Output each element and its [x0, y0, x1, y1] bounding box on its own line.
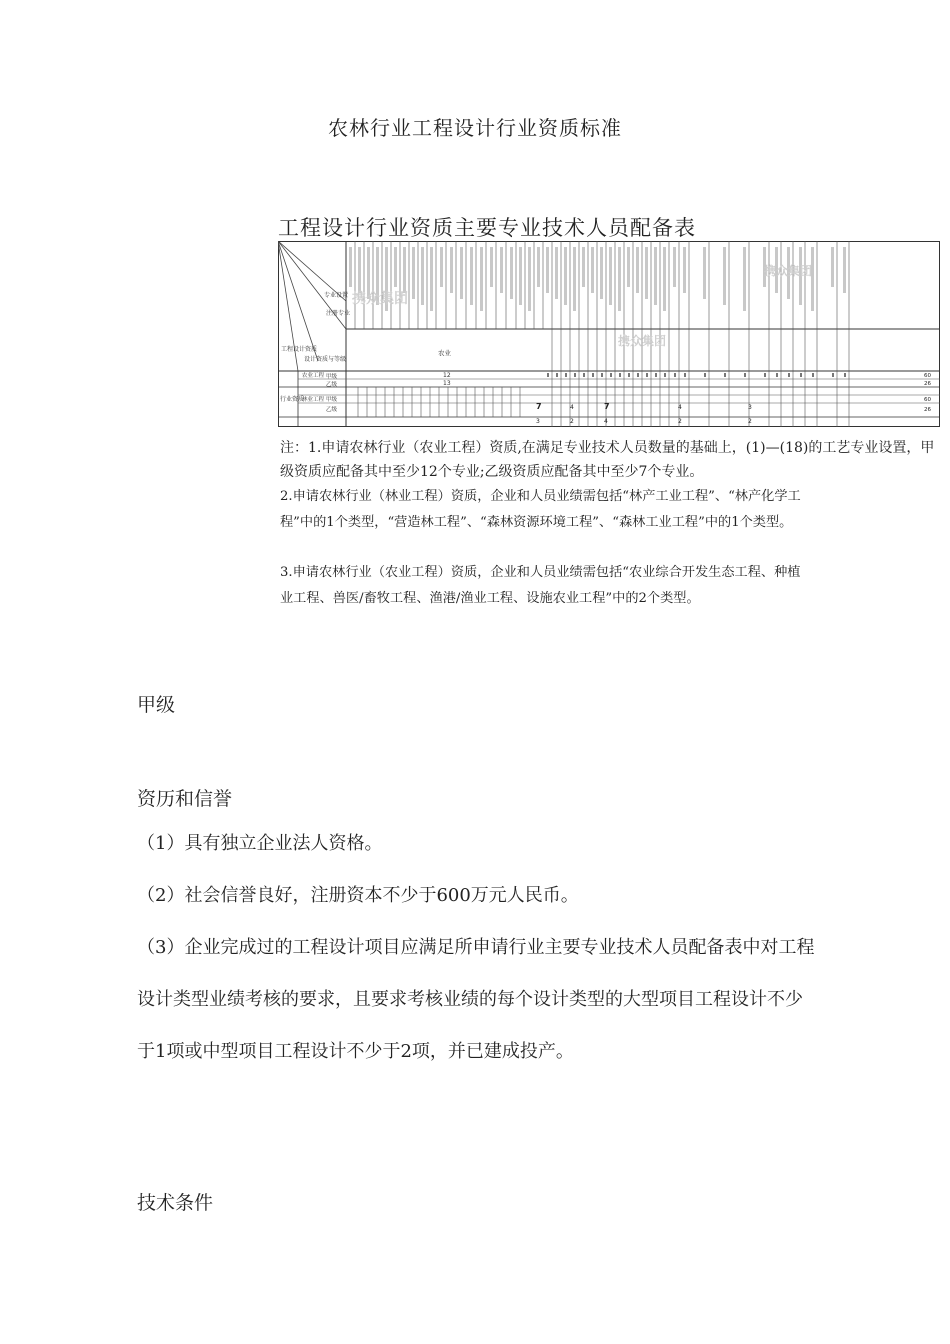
- item-2: （2）社会信誉良好，注册资本不少于600万元人民币。: [137, 885, 579, 906]
- cell-mark: [637, 373, 639, 377]
- column-header-text: [403, 247, 406, 293]
- section-heading-qualification: 资历和信誉: [137, 788, 233, 810]
- column-header-text: [412, 247, 415, 299]
- cell-mark: [684, 373, 686, 377]
- right-total-2: 26: [924, 381, 931, 387]
- cell-mark: [812, 373, 814, 377]
- item-1: （1）具有独立企业法人资格。: [137, 833, 383, 854]
- cell-mark: [704, 373, 706, 377]
- corner-label-grade: 设计资质与等级: [304, 356, 347, 363]
- column-header-text: [450, 247, 453, 293]
- agri-total-b: 13: [443, 380, 451, 387]
- cell-mark: [844, 373, 846, 377]
- grade-b-1: 乙级: [326, 382, 338, 388]
- cell-mark: [628, 373, 630, 377]
- column-header-text: [528, 247, 531, 311]
- column-header-text: [349, 247, 352, 287]
- column-header-text: [654, 247, 657, 305]
- forestry-count-8: 4: [604, 418, 608, 425]
- column-header-text: [627, 247, 630, 287]
- cell-mark: [664, 373, 666, 377]
- cell-mark: [556, 373, 558, 377]
- note-3: 3.申请农林行业（农业工程）资质，企业和人员业绩需包括“农业综合开发生态工程、种植业工程、兽医/畜牧工程、渔港/渔业工程、设施农业工程”中的2个类型。: [280, 565, 801, 606]
- column-header-text: [564, 247, 567, 305]
- forestry-count-2: 4: [570, 404, 574, 411]
- document-title: 农林行业工程设计行业资质标准: [328, 116, 622, 140]
- column-header-text: [600, 247, 603, 299]
- right-total-4: 26: [924, 407, 931, 413]
- forestry-count-4: 4: [678, 404, 682, 411]
- column-header-text: [510, 247, 513, 299]
- column-header-text: [743, 247, 746, 311]
- column-header-text: [843, 247, 846, 293]
- grade-b-2: 乙级: [326, 407, 338, 413]
- corner-label-registered: 注册专业: [326, 310, 351, 317]
- column-header-text: [723, 247, 726, 305]
- watermark-1: 携众集团: [352, 291, 408, 307]
- industry-forestry: 林业工程: [302, 397, 325, 403]
- grade-a-2: 甲级: [326, 397, 338, 403]
- column-header-text: [703, 247, 706, 299]
- cell-mark: [646, 373, 648, 377]
- cell-mark: [583, 373, 585, 377]
- column-header-text: [421, 247, 424, 305]
- column-header-text: [555, 247, 558, 299]
- column-header-text: [394, 247, 397, 287]
- column-header-text: [811, 247, 814, 311]
- column-header-text: [663, 247, 666, 311]
- corner-label-industry: 行业资质: [280, 396, 305, 403]
- corner-label-specialty: 专业设置: [324, 292, 349, 299]
- forestry-count-3: 7: [604, 402, 610, 411]
- forestry-count-10: 2: [748, 418, 752, 425]
- forestry-count-7: 2: [570, 418, 574, 425]
- watermark-3: 携众集团: [764, 264, 813, 278]
- note-2: 2.申请农林行业（林业工程）资质，企业和人员业绩需包括“林产工业工程”、“林产化学工程”中的1个类型，“营造林工程”、“森林资源环境工程”、“森林工业工程”中的1个类型。: [280, 489, 801, 530]
- forestry-count-9: 2: [678, 418, 682, 425]
- column-header-text: [500, 247, 503, 293]
- cell-mark: [601, 373, 603, 377]
- cell-mark: [674, 373, 676, 377]
- section-heading-technical: 技术条件: [137, 1192, 214, 1214]
- cell-mark: [610, 373, 612, 377]
- cell-mark: [800, 373, 802, 377]
- forestry-count-5: 3: [748, 404, 752, 411]
- watermark-2: 携众集团: [618, 334, 667, 348]
- column-header-text: [460, 247, 463, 299]
- column-header-text: [480, 247, 483, 311]
- column-header-text: [645, 247, 648, 299]
- column-header-text: [537, 247, 540, 287]
- grade-a-1: 甲级: [326, 374, 338, 380]
- column-header-text: [673, 247, 676, 287]
- cell-mark: [592, 373, 594, 377]
- corner-label-design: 工程设计资质: [281, 346, 318, 353]
- column-header-text: [591, 247, 594, 293]
- column-header-text: [609, 247, 612, 305]
- column-header-text: [683, 247, 686, 293]
- note-1: 注：1.申请农林行业（农业工程）资质,在满足专业技术人员数量的基础上，(1)—(18)的工艺专业设置，甲级资质应配备其中至少12个专业;乙级资质应配备其中至少7个专业。: [280, 440, 935, 480]
- staffing-table-image: [278, 241, 940, 427]
- table-title: 工程设计行业资质主要专业技术人员配备表: [278, 216, 696, 240]
- cell-mark: [547, 373, 549, 377]
- cell-mark: [565, 373, 567, 377]
- right-total-3: 60: [924, 397, 931, 403]
- column-header-text: [618, 247, 621, 311]
- cell-mark: [832, 373, 834, 377]
- column-header-text: [470, 247, 473, 305]
- agri-group-label: 农业: [438, 349, 451, 357]
- cell-mark: [574, 373, 576, 377]
- column-header-text: [636, 247, 639, 293]
- column-header-text: [490, 247, 493, 287]
- column-header-text: [358, 247, 361, 293]
- item-3: （3）企业完成过的工程设计项目应满足所申请行业主要专业技术人员配备表中对工程设计类型业绩考核的要求，且要求考核业绩的每个设计类型的大型项目工程设计不少于1项或中型项目工程设计不少于2项，并已建成投产。: [137, 937, 815, 1062]
- industry-agri: 农业工程: [302, 373, 325, 379]
- column-header-text: [519, 247, 522, 305]
- grade-heading: 甲级: [137, 694, 176, 716]
- cell-mark: [744, 373, 746, 377]
- column-header-text: [831, 247, 834, 287]
- column-header-text: [573, 247, 576, 311]
- cell-mark: [788, 373, 790, 377]
- cell-mark: [724, 373, 726, 377]
- staffing-table: [278, 241, 940, 427]
- forestry-count-1: 7: [536, 402, 542, 411]
- column-header-text: [430, 247, 433, 311]
- cell-mark: [764, 373, 766, 377]
- cell-mark: [619, 373, 621, 377]
- right-total-1: 60: [924, 373, 931, 379]
- column-header-text: [582, 247, 585, 287]
- cell-mark: [655, 373, 657, 377]
- cell-mark: [776, 373, 778, 377]
- column-header-text: [440, 247, 443, 287]
- agri-total-a: 12: [443, 372, 451, 379]
- column-header-text: [546, 247, 549, 293]
- forestry-count-6: 3: [536, 418, 540, 425]
